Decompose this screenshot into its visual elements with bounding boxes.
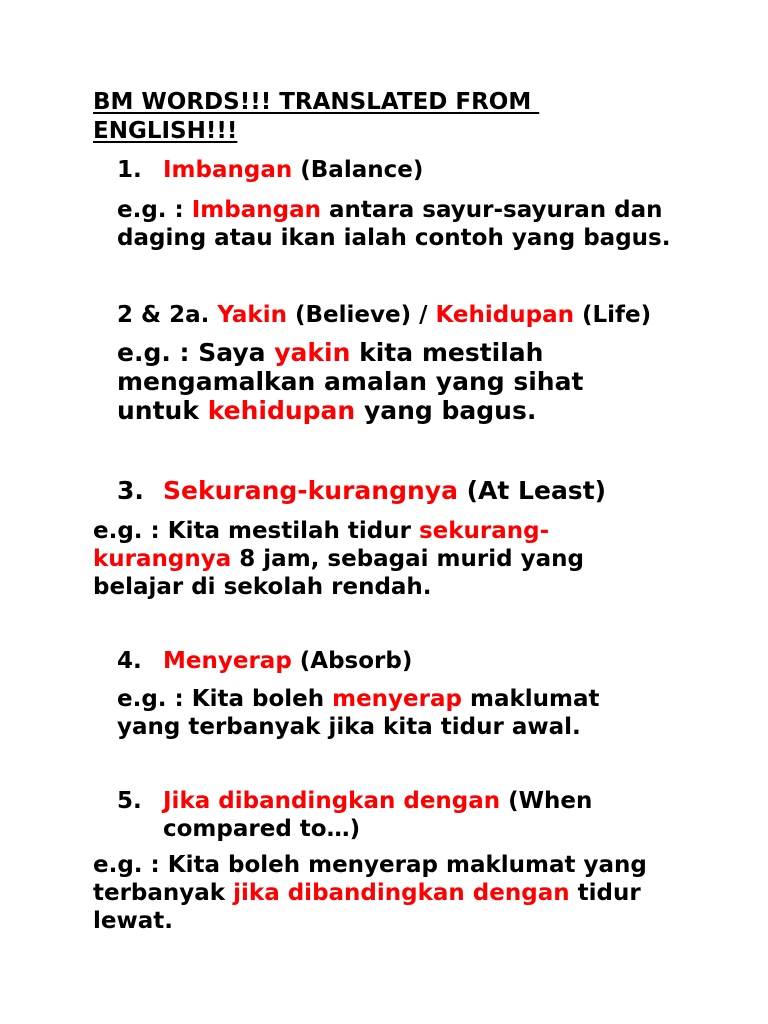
term: Imbangan (163, 157, 293, 183)
example-text: e.g. : Kita boleh (117, 686, 333, 712)
example-text: antara sayur-sayuran dan (321, 197, 663, 223)
example-term: yakin (274, 338, 351, 367)
entry-5-example-line (93, 907, 173, 935)
entry-number: 1. (117, 157, 142, 183)
example-term: kurangnya (93, 546, 232, 572)
term: Sekurang-kurangnya (163, 476, 458, 505)
example-text: mengamalkan amalan yang sihat (117, 367, 584, 396)
entry-2-example-line (117, 367, 583, 397)
example-term: jika dibandingkan dengan (233, 880, 570, 906)
translation: (Absorb) (299, 648, 413, 674)
entry-4-example-line (117, 685, 600, 713)
example-text: belajar di sekolah rendah. (93, 574, 432, 600)
example-text: yang terbanyak jika kita tidur awal. (117, 714, 581, 740)
entry-number: 4. (117, 648, 142, 674)
example-term: sekurang- (418, 518, 550, 544)
example-text: terbanyak (93, 880, 234, 906)
example-text: 8 jam, sebagai murid yang (231, 546, 584, 572)
separator: / (419, 302, 428, 328)
example-text: e.g. : Kita boleh menyerap maklumat yang (93, 852, 647, 878)
entry-number: 2 & 2a. (117, 302, 210, 328)
example-text: untuk (117, 396, 208, 425)
title-line-2 (93, 117, 237, 145)
title-text: ENGLISH!!! (93, 118, 238, 144)
term: Jika dibandingkan dengan (163, 788, 501, 814)
entry-2-example-line (117, 338, 543, 368)
example-text: tidur (569, 880, 641, 906)
translation: (Believe) (294, 302, 412, 328)
entry-4-example-line (117, 713, 581, 741)
example-term: menyerap (332, 686, 462, 712)
translation: compared to…) (163, 816, 361, 842)
entry-5-example-line (93, 879, 641, 907)
entry-1-example-line (117, 224, 670, 252)
example-term: kehidupan (207, 396, 356, 425)
entry-5-heading-continuation (163, 815, 360, 843)
term: Yakin (217, 302, 287, 328)
entry-3-example-line (93, 517, 549, 545)
example-text: daging atau ikan ialah contoh yang bagus. (117, 225, 671, 251)
example-text: e.g. : (117, 197, 192, 223)
translation: (When (508, 788, 593, 814)
example-term: Imbangan (191, 197, 321, 223)
entry-2-heading (117, 301, 651, 329)
example-text: kita mestilah (350, 338, 544, 367)
example-text: maklumat (461, 686, 600, 712)
title-line-1 (93, 88, 539, 116)
entry-number: 5. (117, 788, 142, 814)
term: Menyerap (163, 648, 292, 674)
example-text: e.g. : Kita mestilah tidur (93, 518, 419, 544)
entry-2-example-line (117, 396, 536, 426)
entry-4-heading (117, 647, 412, 675)
entry-5-heading (117, 787, 592, 815)
translation: (At Least) (466, 476, 607, 505)
translation: (Life) (581, 302, 652, 328)
example-text: e.g. : Saya (117, 338, 275, 367)
entry-5-example-line (93, 851, 647, 879)
term: Kehidupan (435, 302, 574, 328)
entry-1-heading (117, 156, 423, 184)
entry-3-example-line (93, 545, 584, 573)
example-text: yang bagus. (355, 396, 537, 425)
translation: (Balance) (300, 157, 424, 183)
title-text: BM WORDS!!! TRANSLATED FROM (93, 89, 540, 115)
entry-number: 3. (117, 476, 144, 505)
entry-3-heading (117, 476, 606, 506)
entry-1-example-line (117, 196, 663, 224)
example-text: lewat. (93, 908, 173, 934)
entry-3-example-line (93, 573, 432, 601)
